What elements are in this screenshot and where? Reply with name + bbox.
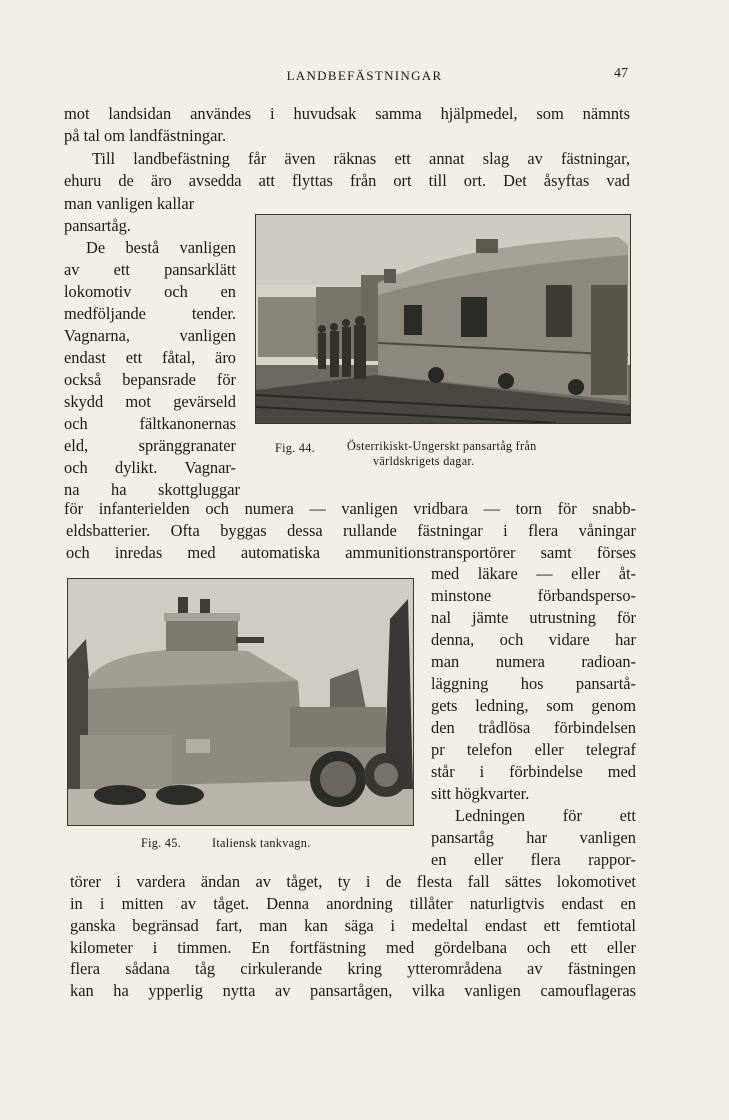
text-line: nal jämte utrustning för (431, 608, 636, 627)
text-line: Till landbefästning får även räknas ett annat slag av fästningar, (92, 149, 630, 168)
text-line: eldsbatterier. Ofta byggas dessa rullande fästningar i flera våningar (66, 521, 636, 540)
figure-44-caption-line2: världskrigets dagar. (373, 454, 475, 468)
text-line: ehuru de äro avsedda att flyttas från ort till ort. Det åsyftas vad (64, 171, 630, 190)
text-line: gets ledning, som genom (431, 696, 636, 715)
text-line: De bestå vanligen (86, 238, 236, 257)
text-line: na ha skottgluggar (64, 480, 240, 499)
text-line: medföljande tender. (64, 304, 236, 323)
text-line: flera sådana tåg cirkulerande kring ytterområdena av fästningen (70, 959, 636, 978)
figure-44-label: Fig. 44. (275, 441, 315, 455)
figure-44-armoured-train-photo (255, 214, 631, 424)
text-line: och inredas med automatiska ammunitionstransportörer samt förses (66, 543, 636, 562)
figure-44-caption: Österrikiskt-Ungerskt pansartåg från (347, 439, 537, 453)
text-line: man numera radioan- (431, 652, 636, 671)
text-line: pansartåg har vanligen (431, 828, 636, 847)
text-line: och dylikt. Vagnar- (64, 458, 236, 477)
text-line: kan ha ypperlig nytta av pansartågen, vilka vanligen camouflageras (70, 981, 636, 1000)
text-line: pansartåg. (64, 216, 131, 235)
text-line: på tal om landfästningar. (64, 126, 227, 145)
text-line: skydd mot gevärseld (64, 392, 236, 411)
text-line: ganska begränsad fart, man kan säga i medeltal endast ett femtiotal (70, 916, 636, 935)
text-line: av ett pansarklätt (64, 260, 236, 279)
text-line: kilometer i timmen. En fortfästning med gördelbana och ett eller (70, 938, 636, 957)
text-line: in i mitten av tåget. Denna anordning tillåter naturligtvis endast en (70, 894, 636, 913)
text-line: lokomotiv och en (64, 282, 236, 301)
text-line: denna, och vidare har (431, 630, 636, 649)
text-line: man vanligen kallar (64, 194, 195, 213)
text-line: med läkare — eller åt- (431, 564, 636, 583)
page-number: 47 (614, 66, 628, 81)
text-line: endast ett fåtal, äro (64, 348, 236, 367)
text-line: en eller flera rappor- (431, 850, 636, 869)
text-line: och fältkanonernas (64, 414, 236, 433)
text-line: för infanterielden och numera — vanligen vridbara — torn för snabb- (64, 499, 636, 518)
text-line: läggning hos pansartå- (431, 674, 636, 693)
text-line: mot landsidan användes i huvudsak samma hjälpmedel, som nämnts (64, 104, 630, 123)
text-line: törer i vardera ändan av tåget, ty i de flesta fall sättes lokomotivet (70, 872, 636, 891)
figure-45-tank-car-photo (67, 578, 414, 826)
text-line: också bepansrade för (64, 370, 236, 389)
running-header: LANDBEFÄSTNINGAR (286, 68, 443, 83)
text-line: minstone förbandsperso- (431, 586, 636, 605)
text-line: pr telefon eller telegraf (431, 740, 636, 759)
text-line: den trådlösa förbindelsen (431, 718, 636, 737)
text-line: sitt högkvarter. (431, 784, 530, 803)
figure-45-label: Fig. 45. (141, 836, 181, 850)
text-line: Ledningen för ett (455, 806, 636, 825)
figure-45-caption: Italiensk tankvagn. (212, 836, 311, 850)
text-line: eld, spränggranater (64, 436, 236, 455)
text-line: Vagnarna, vanligen (64, 326, 236, 345)
text-line: står i förbindelse med (431, 762, 636, 781)
